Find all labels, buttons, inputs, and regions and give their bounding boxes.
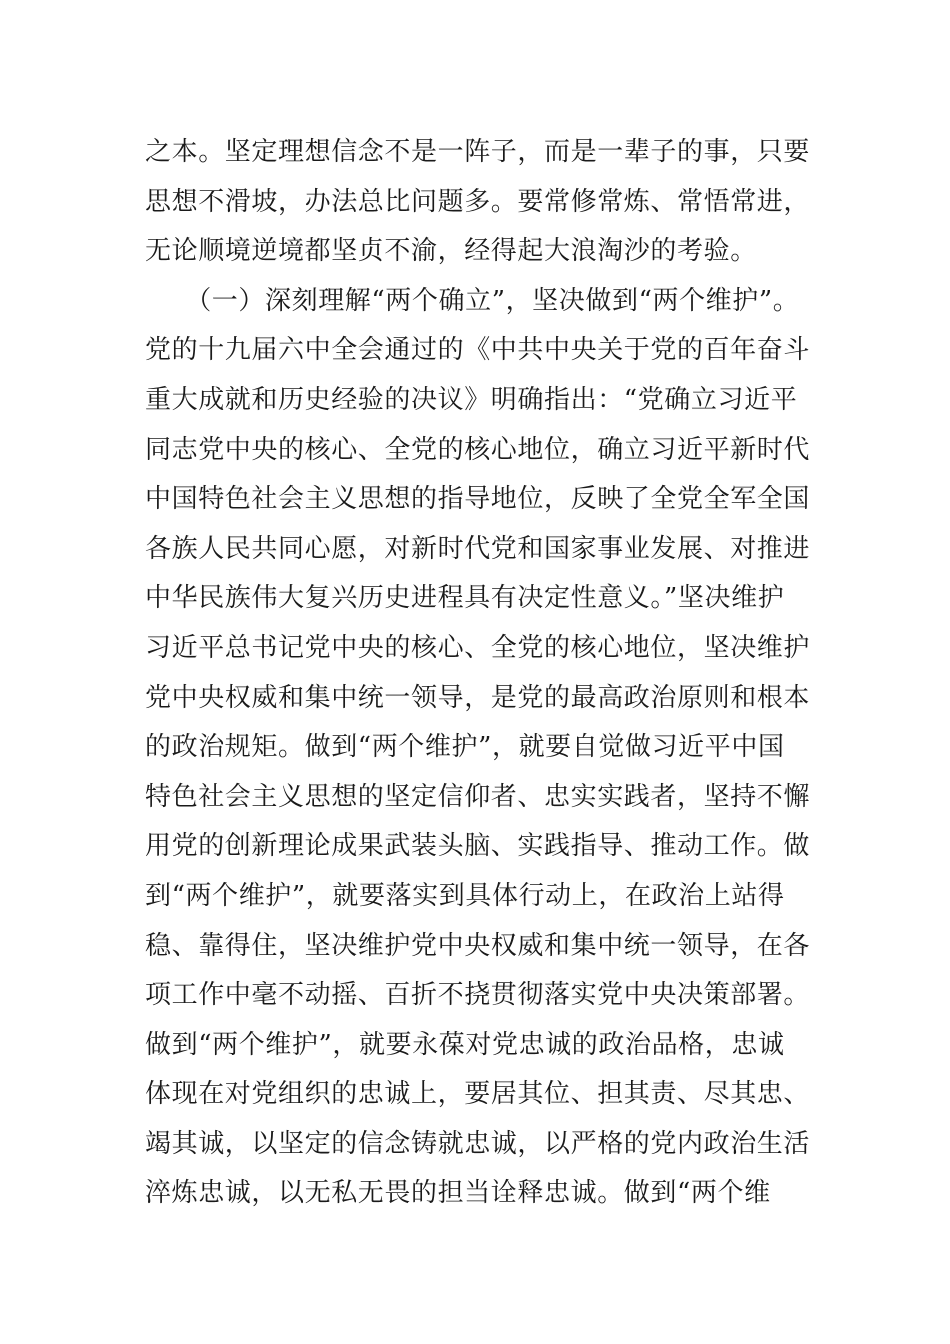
text-line: 党中央权威和集中统一领导，是党的最高政治原则和根本: [145, 682, 811, 713]
text-line: 之本。坚定理想信念不是一阵子，而是一辈子的事，只要: [145, 137, 811, 167]
text-line: 同志党中央的核心、全党的核心地位，确立习近平新时代: [145, 434, 811, 465]
text-line: 思想不滑坡，办法总比问题多。要常修常炼、常悟常进，: [145, 186, 811, 217]
text-line: 淬炼忠诚，以无私无畏的担当诠释忠诚。做到“两个维: [145, 1178, 771, 1209]
text-line: 做到“两个维护”，就要永葆对党忠诚的政治品格，忠诚: [145, 1029, 785, 1060]
text-line: 的政治规矩。做到“两个维护”，就要自觉做习近平中国: [145, 732, 785, 763]
text-line: 项工作中毫不动摇、百折不挠贯彻落实党中央决策部署。: [145, 980, 811, 1011]
text-line: 中华民族伟大复兴历史进程具有决定性意义。”坚决维护: [145, 583, 785, 614]
text-line: 中国特色社会主义思想的指导地位，反映了全党全军全国: [145, 484, 811, 515]
text-line: 无论顺境逆境都坚贞不渝，经得起大浪淘沙的考验。: [145, 236, 757, 267]
text-line: 竭其诚，以坚定的信念铸就忠诚，以严格的党内政治生活: [145, 1128, 811, 1159]
text-line: 各族人民共同心愿，对新时代党和国家事业发展、对推进: [145, 533, 811, 564]
text-line: 到“两个维护”，就要落实到具体行动上，在政治上站得: [145, 880, 785, 911]
text-line: 重大成就和历史经验的决议》明确指出：“党确立习近平: [145, 384, 798, 415]
body-text: [145, 128, 845, 1219]
text-line: 习近平总书记党中央的核心、全党的核心地位，坚决维护: [145, 632, 811, 663]
text-line: 稳、靠得住，坚决维护党中央权威和集中统一领导，在各: [145, 930, 811, 961]
text-line: 用党的创新理论成果武装头脑、实践指导、推动工作。做: [145, 831, 811, 862]
text-line: 党的十九届六中全会通过的《中共中央关于党的百年奋斗: [145, 335, 811, 366]
text-line: 体现在对党组织的忠诚上，要居其位、担其责、尽其忠、: [145, 1079, 811, 1110]
section-heading-line: （一）深刻理解“两个确立”，坚决做到“两个维护”。: [145, 285, 800, 316]
text-line: 特色社会主义思想的坚定信仰者、忠实实践者，坚持不懈: [145, 781, 811, 812]
